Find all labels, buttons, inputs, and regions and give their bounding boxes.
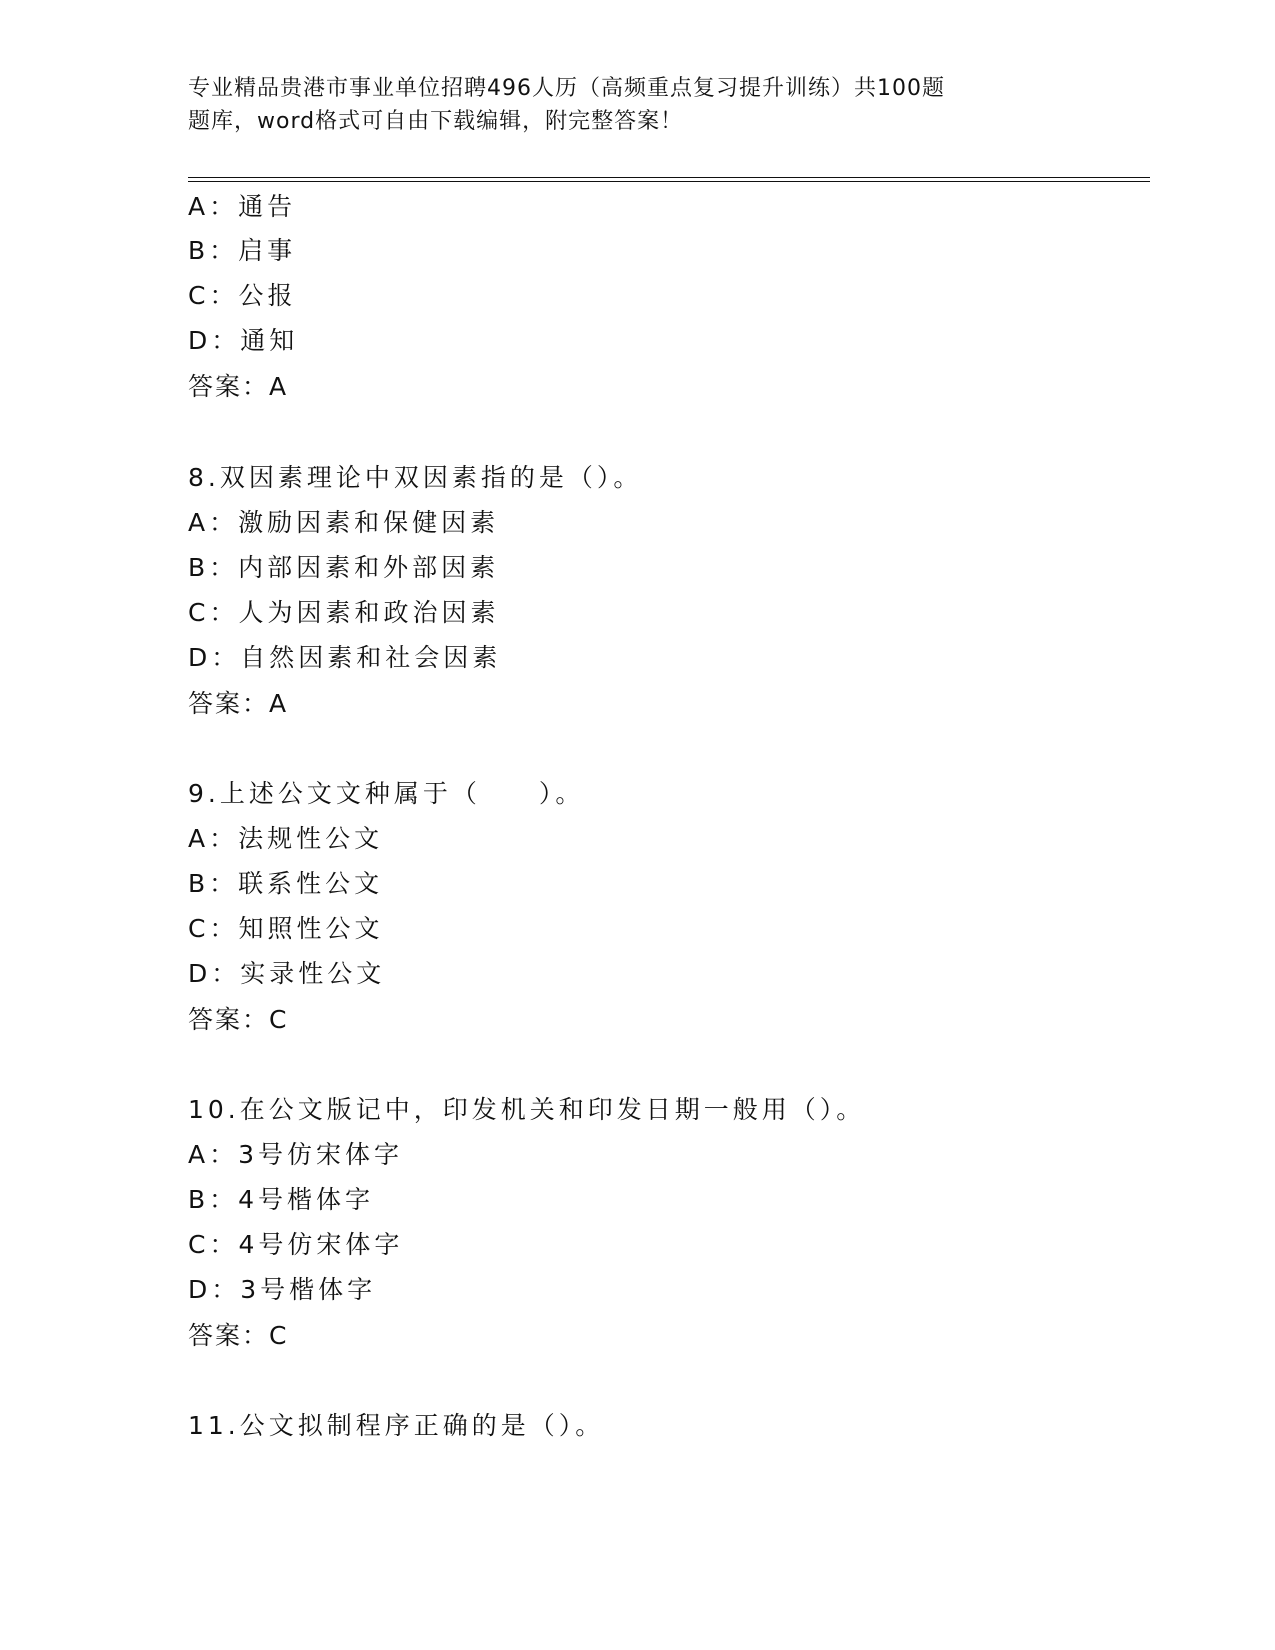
q8-option-c: C：人为因素和政治因素 xyxy=(188,598,500,627)
header-divider-top xyxy=(188,177,1150,178)
header-divider-bottom xyxy=(188,181,1150,182)
q7-option-c: C：公报 xyxy=(188,281,297,310)
q9-option-d: D：实录性公文 xyxy=(188,959,386,988)
q10-question: 10.在公文版记中，印发机关和印发日期一般用（）。 xyxy=(188,1095,866,1124)
q8-question: 8.双因素理论中双因素指的是（）。 xyxy=(188,463,643,492)
q7-option-b: B：启事 xyxy=(188,236,297,265)
q10-option-c: C：4号仿宋体字 xyxy=(188,1230,404,1259)
q9-option-a: A：法规性公文 xyxy=(188,824,384,853)
q8-option-b: B：内部因素和外部因素 xyxy=(188,553,500,582)
document-header xyxy=(188,72,1048,138)
q7-option-a: A：通告 xyxy=(188,192,297,221)
q7-option-d: D：通知 xyxy=(188,326,299,355)
header-line-1: 专业精品贵港市事业单位招聘496人历（高频重点复习提升训练）共100题 xyxy=(188,76,945,101)
q8-option-d: D：自然因素和社会因素 xyxy=(188,643,502,672)
q8-option-a: A：激励因素和保健因素 xyxy=(188,508,500,537)
header-line-2: 题库，word格式可自由下载编辑，附完整答案！ xyxy=(188,109,684,134)
q10-option-a: A：3号仿宋体字 xyxy=(188,1140,404,1169)
q9-question: 9.上述公文文种属于（ ）。 xyxy=(188,779,585,808)
q9-option-c: C：知照性公文 xyxy=(188,914,384,943)
q9-option-b: B：联系性公文 xyxy=(188,869,384,898)
q11-question: 11.公文拟制程序正确的是（）。 xyxy=(188,1411,605,1440)
q10-option-d: D：3号楷体字 xyxy=(188,1275,377,1304)
q9-answer: 答案：C xyxy=(188,1005,289,1034)
q7-answer: 答案：A xyxy=(188,372,289,401)
q8-answer: 答案：A xyxy=(188,689,289,718)
q10-answer: 答案：C xyxy=(188,1321,289,1350)
q10-option-b: B：4号楷体字 xyxy=(188,1185,375,1214)
